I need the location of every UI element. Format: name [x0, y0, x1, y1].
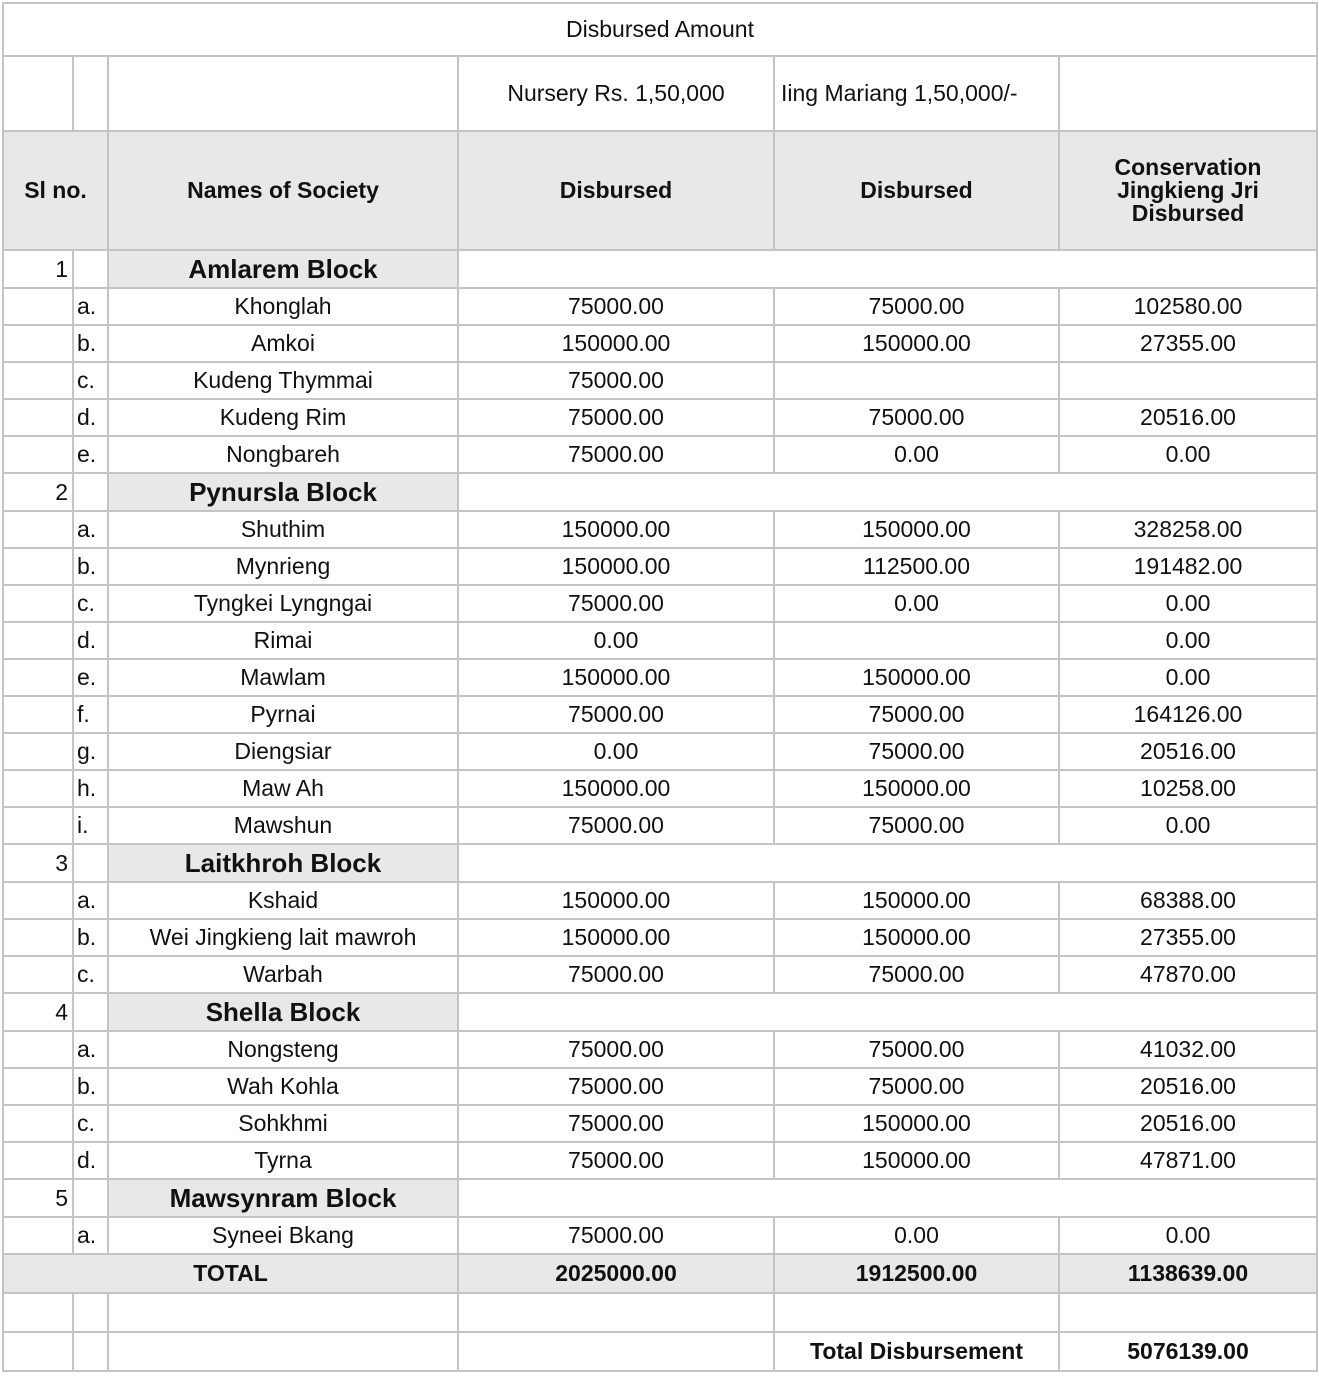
- table-row: [3, 659, 1317, 696]
- iing-mariang-disbursed[interactable]: 75000.00: [774, 956, 1059, 993]
- table-row: [3, 622, 1317, 659]
- cell[interactable]: [108, 56, 458, 131]
- cell[interactable]: [458, 250, 1317, 288]
- society-name[interactable]: Kudeng Rim: [108, 399, 458, 436]
- block-row: [3, 1179, 1317, 1217]
- table-row: [3, 548, 1317, 585]
- cell[interactable]: [3, 919, 73, 956]
- sub-index[interactable]: c.: [73, 362, 108, 399]
- sub-index[interactable]: e.: [73, 659, 108, 696]
- table-row: [3, 585, 1317, 622]
- iing-mariang-disbursed[interactable]: 150000.00: [774, 659, 1059, 696]
- table-row: [3, 882, 1317, 919]
- cell[interactable]: [73, 1179, 108, 1217]
- cell[interactable]: [458, 1293, 774, 1332]
- table-row: [3, 1031, 1317, 1068]
- disbursement-table: [2, 2, 1318, 1372]
- conservation-disbursed[interactable]: 328258.00: [1059, 511, 1317, 548]
- table-row: [3, 807, 1317, 844]
- sub-index[interactable]: b.: [73, 1068, 108, 1105]
- table-row: [3, 288, 1317, 325]
- cell[interactable]: [458, 473, 1317, 511]
- total-row: [3, 1254, 1317, 1293]
- conservation-disbursed[interactable]: 0.00: [1059, 659, 1317, 696]
- society-name[interactable]: Maw Ah: [108, 770, 458, 807]
- cell[interactable]: [3, 585, 73, 622]
- sub-index[interactable]: b.: [73, 548, 108, 585]
- table-row: [3, 1217, 1317, 1254]
- cell[interactable]: [3, 1293, 73, 1332]
- block-number[interactable]: 1: [3, 250, 73, 288]
- block-name[interactable]: Laitkhroh Block: [108, 844, 458, 882]
- society-name[interactable]: Syneei Bkang: [108, 1217, 458, 1254]
- nursery-disbursed[interactable]: 75000.00: [458, 362, 774, 399]
- block-number[interactable]: 3: [3, 844, 73, 882]
- nursery-disbursed[interactable]: 150000.00: [458, 882, 774, 919]
- conservation-disbursed[interactable]: 20516.00: [1059, 399, 1317, 436]
- conservation-disbursed[interactable]: 0.00: [1059, 1217, 1317, 1254]
- society-name[interactable]: Nongsteng: [108, 1031, 458, 1068]
- sub-index[interactable]: c.: [73, 585, 108, 622]
- cell[interactable]: [3, 436, 73, 473]
- nursery-disbursed[interactable]: 75000.00: [458, 807, 774, 844]
- block-name[interactable]: Amlarem Block: [108, 250, 458, 288]
- cell[interactable]: [3, 659, 73, 696]
- cell[interactable]: [1059, 56, 1317, 131]
- society-name[interactable]: Nongbareh: [108, 436, 458, 473]
- iing-mariang-disbursed[interactable]: 75000.00: [774, 1068, 1059, 1105]
- iing-mariang-disbursed[interactable]: 112500.00: [774, 548, 1059, 585]
- cell[interactable]: [108, 1332, 458, 1371]
- society-name[interactable]: Diengsiar: [108, 733, 458, 770]
- nursery-disbursed[interactable]: 0.00: [458, 622, 774, 659]
- sub-index[interactable]: f.: [73, 696, 108, 733]
- total-disbursement-label[interactable]: Total Disbursement: [774, 1332, 1059, 1371]
- table-title[interactable]: Disbursed Amount: [3, 3, 1317, 56]
- cell[interactable]: [3, 399, 73, 436]
- cell[interactable]: [3, 288, 73, 325]
- cell[interactable]: [73, 1293, 108, 1332]
- block-number[interactable]: 2: [3, 473, 73, 511]
- sub-index[interactable]: c.: [73, 1105, 108, 1142]
- nursery-disbursed[interactable]: 150000.00: [458, 511, 774, 548]
- society-name[interactable]: Warbah: [108, 956, 458, 993]
- nursery-disbursed[interactable]: 75000.00: [458, 399, 774, 436]
- conservation-disbursed[interactable]: 47871.00: [1059, 1142, 1317, 1179]
- conservation-disbursed[interactable]: 102580.00: [1059, 288, 1317, 325]
- cell[interactable]: [3, 1142, 73, 1179]
- nursery-disbursed[interactable]: 150000.00: [458, 770, 774, 807]
- cell[interactable]: [458, 1179, 1317, 1217]
- nursery-disbursed[interactable]: 150000.00: [458, 659, 774, 696]
- iing-mariang-disbursed[interactable]: 150000.00: [774, 1105, 1059, 1142]
- total-conservation[interactable]: 1138639.00: [1059, 1254, 1317, 1293]
- nursery-disbursed[interactable]: 75000.00: [458, 1105, 774, 1142]
- conservation-disbursed[interactable]: 20516.00: [1059, 1068, 1317, 1105]
- iing-mariang-disbursed[interactable]: 150000.00: [774, 919, 1059, 956]
- block-row: [3, 993, 1317, 1031]
- society-name[interactable]: Rimai: [108, 622, 458, 659]
- header-sl-no[interactable]: Sl no.: [3, 131, 108, 250]
- conservation-disbursed[interactable]: 20516.00: [1059, 1105, 1317, 1142]
- sub-index[interactable]: g.: [73, 733, 108, 770]
- society-name[interactable]: Shuthim: [108, 511, 458, 548]
- conservation-disbursed[interactable]: 0.00: [1059, 585, 1317, 622]
- iing-mariang-disbursed[interactable]: 0.00: [774, 436, 1059, 473]
- total-iing-mariang[interactable]: 1912500.00: [774, 1254, 1059, 1293]
- sub-index[interactable]: a.: [73, 1217, 108, 1254]
- header-conservation-disbursed[interactable]: Conservation Jingkieng Jri Disbursed: [1059, 131, 1317, 250]
- cell[interactable]: [73, 844, 108, 882]
- sub-index[interactable]: i.: [73, 807, 108, 844]
- nursery-disbursed[interactable]: 75000.00: [458, 696, 774, 733]
- total-nursery[interactable]: 2025000.00: [458, 1254, 774, 1293]
- nursery-disbursed[interactable]: 75000.00: [458, 1031, 774, 1068]
- cell[interactable]: [3, 807, 73, 844]
- iing-mariang-disbursed[interactable]: 0.00: [774, 1217, 1059, 1254]
- block-name[interactable]: Shella Block: [108, 993, 458, 1031]
- block-row: [3, 250, 1317, 288]
- nursery-disbursed[interactable]: 150000.00: [458, 548, 774, 585]
- cell[interactable]: [458, 844, 1317, 882]
- iing-mariang-subheader[interactable]: Iing Mariang 1,50,000/-: [774, 56, 1059, 131]
- society-name[interactable]: Kshaid: [108, 882, 458, 919]
- table-row: [3, 436, 1317, 473]
- table-row: [3, 956, 1317, 993]
- iing-mariang-disbursed[interactable]: 75000.00: [774, 288, 1059, 325]
- cell[interactable]: [3, 362, 73, 399]
- total-label[interactable]: TOTAL: [3, 1254, 458, 1293]
- conservation-disbursed[interactable]: 0.00: [1059, 807, 1317, 844]
- conservation-disbursed[interactable]: 0.00: [1059, 622, 1317, 659]
- cell[interactable]: [73, 1332, 108, 1371]
- block-row: [3, 473, 1317, 511]
- conservation-disbursed[interactable]: 41032.00: [1059, 1031, 1317, 1068]
- conservation-disbursed[interactable]: [1059, 362, 1317, 399]
- cell[interactable]: [774, 1293, 1059, 1332]
- society-name[interactable]: Khonglah: [108, 288, 458, 325]
- nursery-disbursed[interactable]: 75000.00: [458, 288, 774, 325]
- society-name[interactable]: Tyngkei Lyngngai: [108, 585, 458, 622]
- block-name[interactable]: Mawsynram Block: [108, 1179, 458, 1217]
- iing-mariang-disbursed[interactable]: 75000.00: [774, 696, 1059, 733]
- sub-index[interactable]: a.: [73, 288, 108, 325]
- iing-mariang-disbursed[interactable]: 0.00: [774, 585, 1059, 622]
- cell[interactable]: [73, 993, 108, 1031]
- cell[interactable]: [3, 1031, 73, 1068]
- table-row: [3, 1068, 1317, 1105]
- iing-mariang-disbursed[interactable]: 75000.00: [774, 807, 1059, 844]
- iing-mariang-disbursed[interactable]: 75000.00: [774, 1031, 1059, 1068]
- table-row: [3, 919, 1317, 956]
- conservation-disbursed[interactable]: 68388.00: [1059, 882, 1317, 919]
- sub-index[interactable]: b.: [73, 325, 108, 362]
- society-name[interactable]: Sohkhmi: [108, 1105, 458, 1142]
- nursery-disbursed[interactable]: 75000.00: [458, 436, 774, 473]
- cell[interactable]: [3, 1332, 73, 1371]
- cell[interactable]: [458, 1332, 774, 1371]
- sub-index[interactable]: d.: [73, 399, 108, 436]
- society-name[interactable]: Mawshun: [108, 807, 458, 844]
- sub-index[interactable]: c.: [73, 956, 108, 993]
- conservation-disbursed[interactable]: 10258.00: [1059, 770, 1317, 807]
- iing-mariang-disbursed[interactable]: 150000.00: [774, 511, 1059, 548]
- cell[interactable]: [3, 1105, 73, 1142]
- iing-mariang-disbursed[interactable]: [774, 622, 1059, 659]
- table-row: [3, 1105, 1317, 1142]
- conservation-disbursed[interactable]: 191482.00: [1059, 548, 1317, 585]
- block-number[interactable]: 5: [3, 1179, 73, 1217]
- header-names-of-society[interactable]: Names of Society: [108, 131, 458, 250]
- table-row: [3, 733, 1317, 770]
- sub-index[interactable]: a.: [73, 1031, 108, 1068]
- conservation-disbursed[interactable]: 27355.00: [1059, 919, 1317, 956]
- conservation-disbursed[interactable]: 47870.00: [1059, 956, 1317, 993]
- sub-index[interactable]: e.: [73, 436, 108, 473]
- nursery-disbursed[interactable]: 150000.00: [458, 919, 774, 956]
- cell[interactable]: [108, 1293, 458, 1332]
- sub-index[interactable]: b.: [73, 919, 108, 956]
- cell[interactable]: [3, 770, 73, 807]
- cell[interactable]: [73, 56, 108, 131]
- cell[interactable]: [3, 1068, 73, 1105]
- cell[interactable]: [3, 882, 73, 919]
- society-name[interactable]: Wei Jingkieng lait mawroh: [108, 919, 458, 956]
- block-number[interactable]: 4: [3, 993, 73, 1031]
- nursery-disbursed[interactable]: 0.00: [458, 733, 774, 770]
- iing-mariang-disbursed[interactable]: 75000.00: [774, 399, 1059, 436]
- society-name[interactable]: Amkoi: [108, 325, 458, 362]
- table-row: [3, 1142, 1317, 1179]
- iing-mariang-disbursed[interactable]: 150000.00: [774, 882, 1059, 919]
- conservation-disbursed[interactable]: 0.00: [1059, 436, 1317, 473]
- cell[interactable]: [3, 696, 73, 733]
- nursery-disbursed[interactable]: 75000.00: [458, 1142, 774, 1179]
- iing-mariang-disbursed[interactable]: 150000.00: [774, 1142, 1059, 1179]
- header-nursery-disbursed[interactable]: Disbursed: [458, 131, 774, 250]
- cell[interactable]: [3, 1217, 73, 1254]
- table-row: [3, 770, 1317, 807]
- blank-row: [3, 1293, 1317, 1332]
- total-disbursement-value[interactable]: 5076139.00: [1059, 1332, 1317, 1371]
- nursery-subheader[interactable]: Nursery Rs. 1,50,000: [458, 56, 774, 131]
- table-row: [3, 325, 1317, 362]
- iing-mariang-disbursed[interactable]: 150000.00: [774, 325, 1059, 362]
- society-name[interactable]: Tyrna: [108, 1142, 458, 1179]
- table-row: [3, 399, 1317, 436]
- society-name[interactable]: Mawlam: [108, 659, 458, 696]
- cell[interactable]: [458, 993, 1317, 1031]
- nursery-disbursed[interactable]: 75000.00: [458, 585, 774, 622]
- sub-index[interactable]: d.: [73, 622, 108, 659]
- nursery-disbursed[interactable]: 150000.00: [458, 325, 774, 362]
- sub-index[interactable]: d.: [73, 1142, 108, 1179]
- header-iing-disbursed[interactable]: Disbursed: [774, 131, 1059, 250]
- iing-mariang-disbursed[interactable]: 150000.00: [774, 770, 1059, 807]
- conservation-disbursed[interactable]: 20516.00: [1059, 733, 1317, 770]
- iing-mariang-disbursed[interactable]: [774, 362, 1059, 399]
- cell[interactable]: [3, 622, 73, 659]
- nursery-disbursed[interactable]: 75000.00: [458, 1068, 774, 1105]
- cell[interactable]: [3, 733, 73, 770]
- cell[interactable]: [73, 250, 108, 288]
- cell[interactable]: [3, 325, 73, 362]
- sub-index[interactable]: a.: [73, 511, 108, 548]
- block-name[interactable]: Pynursla Block: [108, 473, 458, 511]
- conservation-disbursed[interactable]: 164126.00: [1059, 696, 1317, 733]
- cell[interactable]: [3, 56, 73, 131]
- cell[interactable]: [3, 548, 73, 585]
- conservation-disbursed[interactable]: 27355.00: [1059, 325, 1317, 362]
- table-row: [3, 511, 1317, 548]
- nursery-disbursed[interactable]: 75000.00: [458, 1217, 774, 1254]
- sub-index[interactable]: a.: [73, 882, 108, 919]
- iing-mariang-disbursed[interactable]: 75000.00: [774, 733, 1059, 770]
- cell[interactable]: [1059, 1293, 1317, 1332]
- table-row: [3, 696, 1317, 733]
- society-name[interactable]: Wah Kohla: [108, 1068, 458, 1105]
- block-row: [3, 844, 1317, 882]
- cell[interactable]: [73, 473, 108, 511]
- society-name[interactable]: Mynrieng: [108, 548, 458, 585]
- society-name[interactable]: Kudeng Thymmai: [108, 362, 458, 399]
- sub-index[interactable]: h.: [73, 770, 108, 807]
- nursery-disbursed[interactable]: 75000.00: [458, 956, 774, 993]
- total-disbursement-row: [3, 1332, 1317, 1371]
- society-name[interactable]: Pyrnai: [108, 696, 458, 733]
- table-row: [3, 362, 1317, 399]
- cell[interactable]: [3, 956, 73, 993]
- cell[interactable]: [3, 511, 73, 548]
